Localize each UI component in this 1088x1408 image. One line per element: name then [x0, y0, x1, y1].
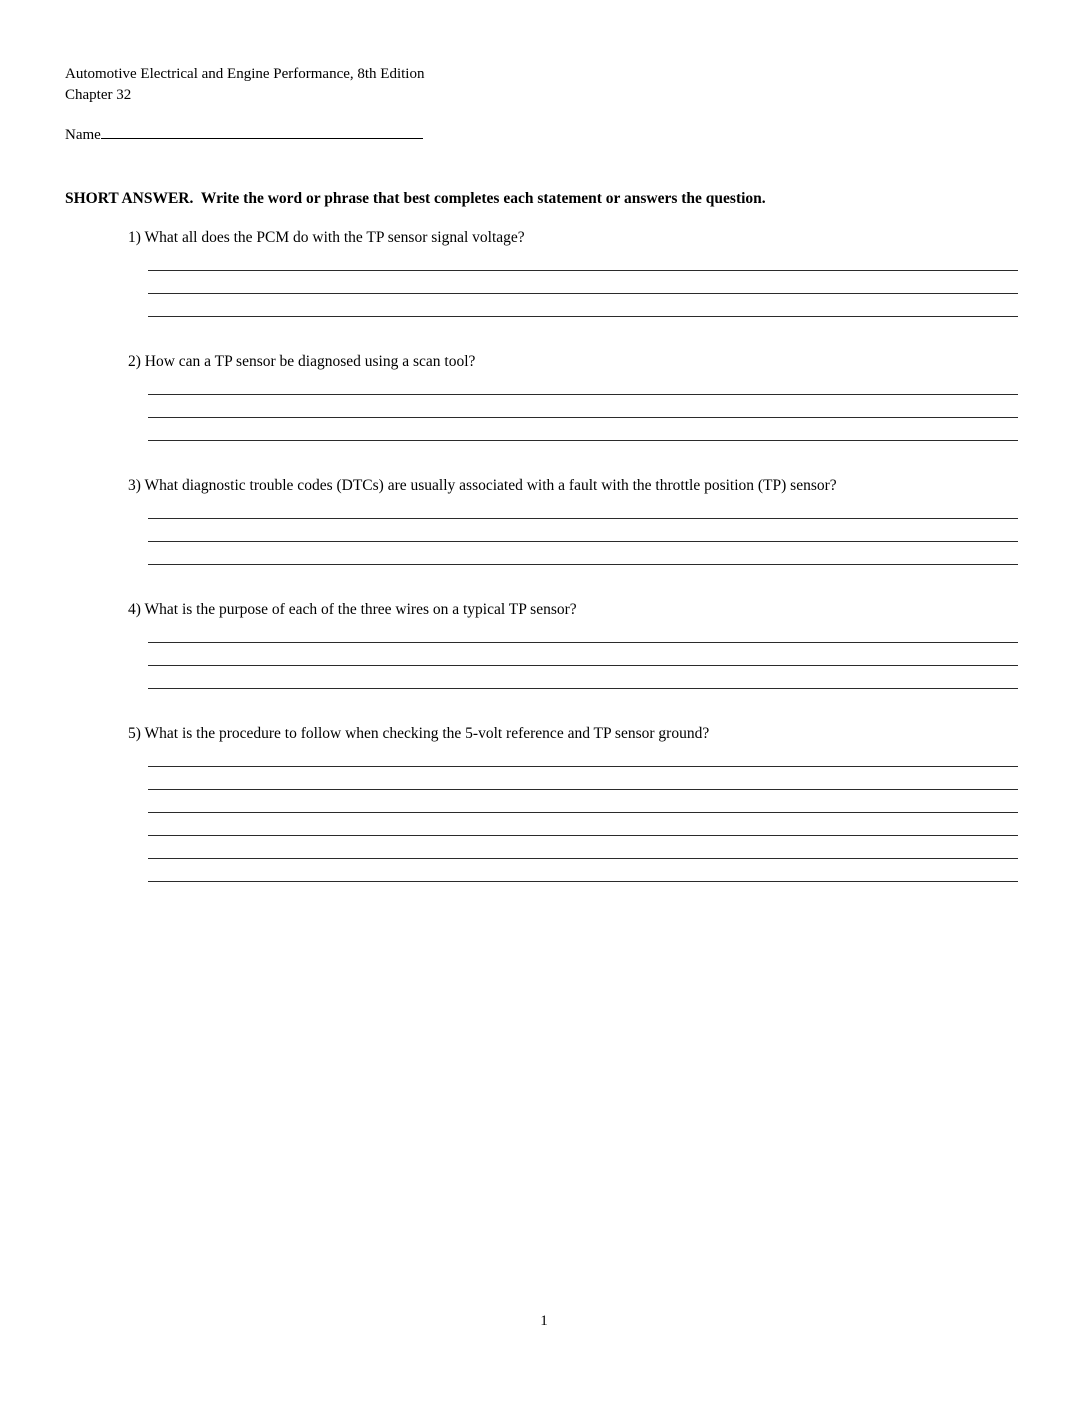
answer-line	[148, 519, 1018, 542]
answer-line	[148, 744, 1018, 767]
answer-line	[148, 767, 1018, 790]
chapter-label: Chapter 32	[65, 87, 132, 103]
answer-line	[148, 620, 1018, 643]
question-block	[0, 599, 1088, 689]
question-text: 3) What diagnostic trouble codes (DTCs) are usually associated with a fault with the throttle position (TP) sensor?	[128, 477, 837, 494]
question-text: 4) What is the purpose of each of the three wires on a typical TP sensor?	[128, 601, 577, 618]
question-block	[0, 227, 1088, 317]
book-title: Automotive Electrical and Engine Performance, 8th Edition	[65, 66, 425, 82]
answer-lines	[148, 248, 1018, 317]
answer-line	[148, 790, 1018, 813]
question-block	[0, 351, 1088, 441]
answer-line	[148, 294, 1018, 317]
document-header	[65, 64, 424, 106]
answer-line	[148, 496, 1018, 519]
answer-lines	[148, 372, 1018, 441]
name-label: Name	[65, 127, 101, 143]
answer-line	[148, 542, 1018, 565]
answer-line	[148, 418, 1018, 441]
answer-line	[148, 372, 1018, 395]
answer-line	[148, 859, 1018, 882]
page-number: 1	[540, 1313, 548, 1329]
question-text: 2) How can a TP sensor be diagnosed using a scan tool?	[128, 353, 476, 370]
answer-line	[148, 271, 1018, 294]
name-blank-line	[101, 123, 423, 139]
section-heading: SHORT ANSWER. Write the word or phrase that best completes each statement or answers the question.	[65, 190, 766, 207]
answer-lines	[148, 496, 1018, 565]
question-block	[0, 475, 1088, 565]
answer-line	[148, 836, 1018, 859]
answer-line	[148, 248, 1018, 271]
question-text: 5) What is the procedure to follow when checking the 5-volt reference and TP sensor ground?	[128, 725, 710, 742]
name-field-row	[65, 123, 423, 144]
answer-line	[148, 643, 1018, 666]
question-text: 1) What all does the PCM do with the TP sensor signal voltage?	[128, 229, 525, 246]
answer-line	[148, 666, 1018, 689]
answer-lines	[148, 744, 1018, 882]
worksheet-body	[0, 188, 1088, 916]
question-block	[0, 723, 1088, 882]
answer-lines	[148, 620, 1018, 689]
answer-line	[148, 395, 1018, 418]
questions-list	[0, 227, 1088, 882]
answer-line	[148, 813, 1018, 836]
